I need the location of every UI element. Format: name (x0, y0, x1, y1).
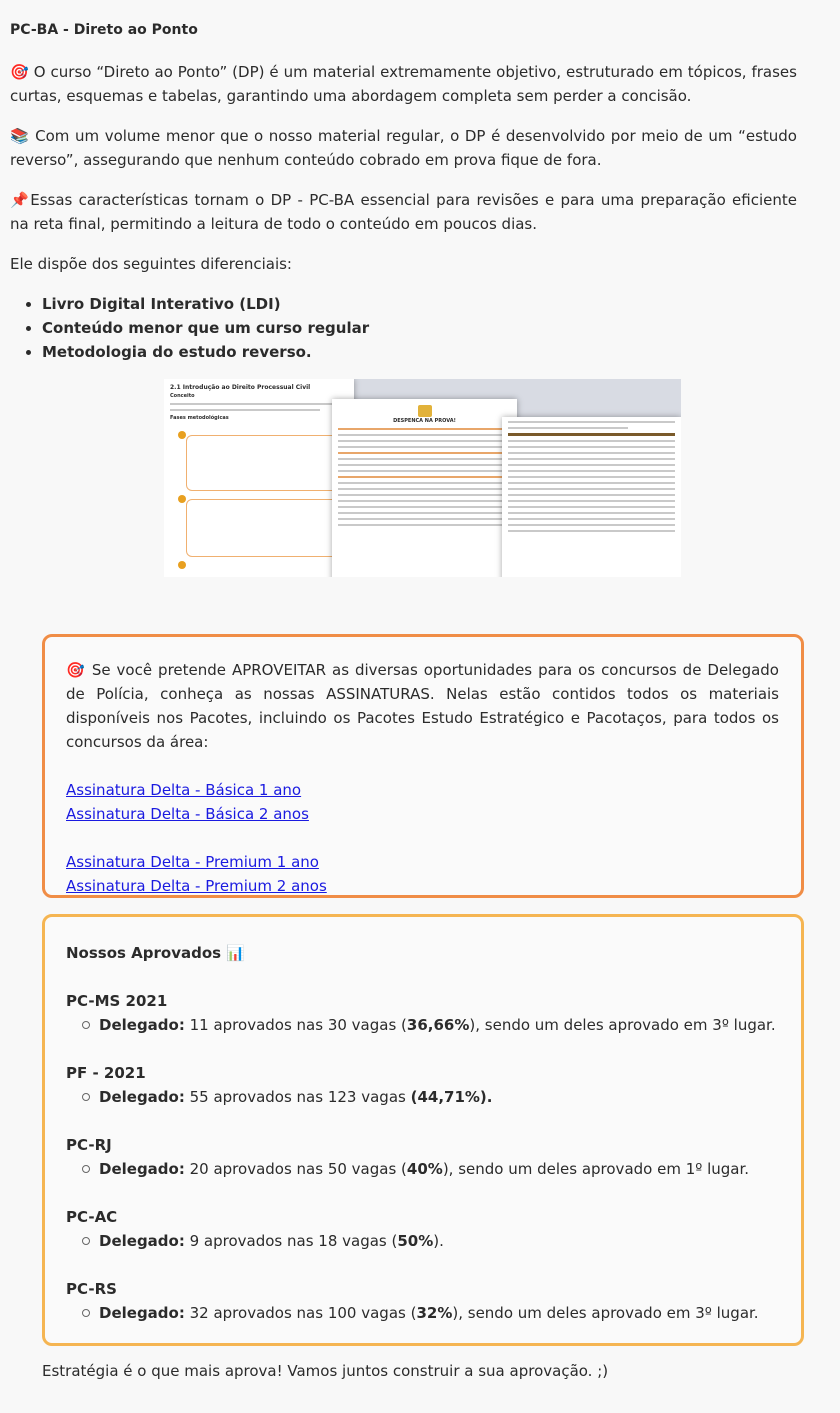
preview-doc-title: 2.1 Introdução ao Direito Processual Civil (170, 384, 311, 391)
result-text: 11 aprovados nas 30 vagas ( (184, 1016, 407, 1034)
preview-section-box (186, 499, 353, 557)
link-assinatura-basica-2-anos[interactable]: Assinatura Delta - Básica 2 anos (66, 805, 309, 823)
features-text: Essas características tornam o DP - PC-BA essencial para revisões e para uma preparação eficiente na reta final, permitindo a leitura de todo o conteúdo em poucos dias. (10, 191, 797, 233)
assinaturas-paragraph (66, 658, 779, 754)
features-paragraph (10, 188, 797, 236)
group-title: PC-RJ (66, 1136, 112, 1154)
result-suffix: ). (433, 1232, 444, 1250)
step-2-marker (178, 495, 186, 503)
role-label: Delegado: (99, 1088, 185, 1106)
aprovados-title-text: Nossos Aprovados (66, 944, 222, 962)
material-preview-image (164, 379, 681, 577)
group-result (66, 1157, 779, 1181)
preview-doc-page (332, 399, 517, 577)
group-result (66, 1301, 779, 1325)
link-assinatura-basica-1-ano[interactable]: Assinatura Delta - Básica 1 ano (66, 781, 302, 799)
result-suffix: ), sendo um deles aprovado em 3º lugar. (469, 1016, 776, 1034)
group-title: PC-MS 2021 (66, 992, 168, 1010)
target-icon: 🎯 (10, 63, 29, 81)
assinaturas-text: Se você pretende APROVEITAR as diversas oportunidades para os concursos de Delegado de Polícia, conheça as nossas ASSINATURAS. Nelas estão contidos todos os materiais disponíveis nos Pacotes, incluindo os Pacotes Estudo Estratégico e Pacotaços, para todos os concursos da área: (66, 661, 779, 751)
group-result (66, 1013, 779, 1037)
intro-text: O curso “Direto ao Ponto” (DP) é um material extremamente objetivo, estruturado em tópicos, frases curtas, esquemas e tabelas, garantindo uma abordagem completa sem perder a concisão. (10, 63, 797, 105)
role-label: Delegado: (99, 1232, 185, 1250)
circle-bullet-icon (82, 1021, 90, 1029)
page-title: PC-BA - Direto ao Ponto (10, 22, 198, 38)
result-text: 9 aprovados nas 18 vagas ( (184, 1232, 398, 1250)
list-item: • Conteúdo menor que um curso regular (42, 316, 369, 340)
circle-bullet-icon (82, 1093, 90, 1101)
link-assinatura-premium-2-anos[interactable]: Assinatura Delta - Premium 2 anos (66, 877, 327, 895)
list-item: • Livro Digital Interativo (LDI) (42, 292, 369, 316)
link-assinatura-premium-1-ano[interactable]: Assinatura Delta - Premium 1 ano (66, 853, 319, 871)
group-title: PC-AC (66, 1208, 118, 1226)
mascot-icon (418, 405, 432, 417)
bar-chart-icon: 📊 (226, 944, 246, 962)
aprovados-title (66, 941, 779, 965)
circle-bullet-icon (82, 1237, 90, 1245)
aprovados-groups (66, 989, 779, 1325)
result-percentage: 32% (416, 1304, 453, 1322)
group-result (66, 1085, 779, 1109)
result-suffix: ), sendo um deles aprovado em 1º lugar. (442, 1160, 750, 1178)
step-1-marker (178, 431, 186, 439)
result-text: 55 aprovados nas 123 vagas (184, 1088, 411, 1106)
aprovados-group (66, 1205, 779, 1253)
group-title: PF - 2021 (66, 1064, 146, 1082)
result-suffix: ), sendo um deles aprovado em 3º lugar. (452, 1304, 759, 1322)
aprovados-group (66, 989, 779, 1037)
group-title: PC-RS (66, 1280, 117, 1298)
features-list (10, 292, 369, 364)
aprovados-group (66, 1133, 779, 1181)
volume-text: Com um volume menor que o nosso material regular, o DP é desenvolvido por meio de um “estudo reverso”, assegurando que nenhum conteúdo cobrado em prova fique de fora. (10, 127, 797, 169)
volume-paragraph (10, 124, 797, 172)
target-icon: 🎯 (66, 661, 86, 679)
role-label: Delegado: (99, 1304, 185, 1322)
group-result (66, 1229, 779, 1253)
books-icon: 📚 (10, 127, 30, 145)
aprovados-group (66, 1061, 779, 1109)
diferenciais-intro: Ele dispõe dos seguintes diferenciais: (10, 255, 292, 273)
intro-paragraph (10, 60, 797, 108)
role-label: Delegado: (99, 1016, 185, 1034)
footer-text: Estratégia é o que mais aprova! Vamos juntos construir a sua aprovação. ;) (42, 1362, 609, 1380)
step-3-marker (178, 561, 186, 569)
result-percentage: (44,71%). (410, 1088, 493, 1106)
preview-doc-page (164, 379, 354, 577)
aprovados-group (66, 1277, 779, 1325)
circle-bullet-icon (82, 1165, 90, 1173)
assinaturas-box (42, 634, 804, 898)
result-text: 32 aprovados nas 100 vagas ( (184, 1304, 417, 1322)
preview-doc-title: DESPENCA NA PROVA! (393, 418, 456, 424)
aprovados-box (42, 914, 804, 1346)
result-text: 20 aprovados nas 50 vagas ( (184, 1160, 407, 1178)
preview-doc-subtitle: Conceito (170, 393, 195, 399)
pushpin-icon: 📌 (10, 191, 31, 209)
role-label: Delegado: (99, 1160, 185, 1178)
preview-doc-heading: Fases metodológicas (170, 415, 229, 421)
preview-doc-page (502, 417, 681, 577)
circle-bullet-icon (82, 1309, 90, 1317)
list-item: • Metodologia do estudo reverso. (42, 340, 369, 364)
result-percentage: 50% (397, 1232, 434, 1250)
result-percentage: 40% (406, 1160, 443, 1178)
result-percentage: 36,66% (406, 1016, 470, 1034)
preview-section-box (186, 435, 353, 491)
